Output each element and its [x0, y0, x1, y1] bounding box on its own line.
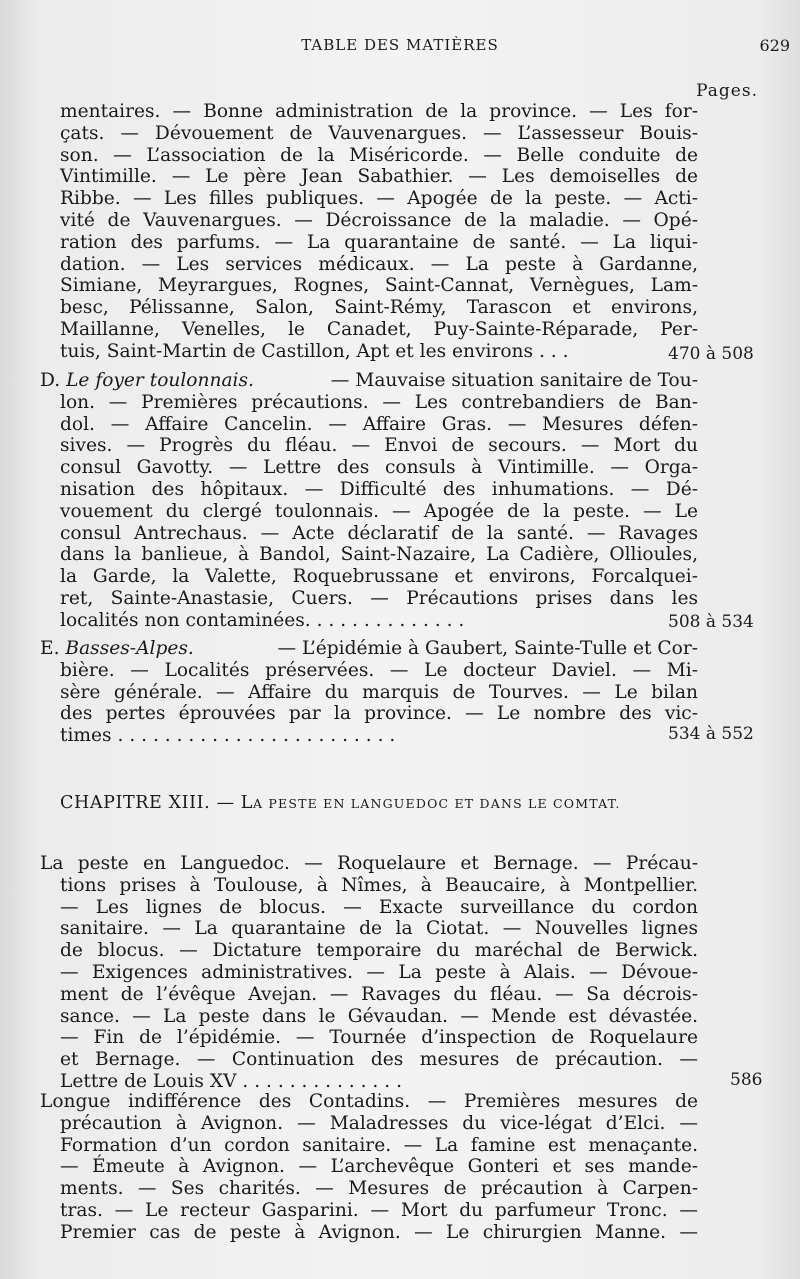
toc-line: çats. — Dévouement de Vauvenargues. — L’assesseur Bouis- — [60, 122, 698, 144]
toc-line: dans la banlieue, à Bandol, Saint-Nazaire, La Cadière, Ollioules, — [60, 544, 698, 566]
toc-line: la Garde, la Valette, Roquebrussane et environs, Forcalquei- — [60, 566, 698, 588]
toc-line: Vintimille. — Le père Jean Sabathier. — Les demoiselles de — [60, 166, 698, 188]
toc-line: Lettre de Louis XV . . . . . . . . . . . . . . — [60, 1070, 402, 1092]
toc-line: ration des parfums. — La quarantaine de santé. — La liqui- — [60, 231, 698, 253]
toc-entry-basses-alpes — [40, 638, 698, 747]
toc-entry-provence-continued — [60, 101, 698, 363]
toc-line: et Bernage. — Continuation des mesures de précaution. — — [60, 1049, 698, 1071]
toc-line: dol. — Affaire Cancelin. — Affaire Gras. — Mesures défen- — [60, 413, 698, 435]
toc-line: times . . . . . . . . . . . . . . . . . . . . . . . . — [60, 725, 396, 747]
section-title: Le foyer toulonnais. — [66, 370, 254, 391]
toc-line: son. — L’association de la Miséricorde. — Belle conduite de — [60, 144, 698, 166]
toc-line: tions prises à Toulouse, à Nîmes, à Beaucaire, à Montpellier. — [60, 874, 698, 896]
section-text: — L’épidémie à Gaubert, Sainte-Tulle et Cor- — [277, 638, 698, 659]
toc-line: ret, Sainte-Anastasie, Cuers. — Précautions prises dans les — [60, 587, 698, 609]
toc-line: Maillanne, Venelles, le Canadet, Puy-Sainte-Réparade, Per- — [60, 318, 698, 340]
toc-line: Ribbe. — Les filles publiques. — Apogée de la peste. — Acti- — [60, 188, 698, 210]
toc-line: Premier cas de peste à Avignon. — Le chirurgien Manne. — — [60, 1221, 698, 1243]
toc-line: — Les lignes de blocus. — Exacte surveillance du cordon — [60, 896, 698, 918]
toc-line: sère générale. — Affaire du marquis de Tourves. — Le bilan — [60, 681, 698, 703]
chapter-title: A PESTE EN LANGUEDOC ET DANS LE COMTAT. — [252, 796, 621, 811]
toc-line: consul Antrechaus. — Acte déclaratif de la santé. — Ravages — [60, 522, 698, 544]
toc-line: mentaires. — Bonne administration de la province. — Les for- — [60, 101, 698, 122]
toc-line: consul Gavotty. — Lettre des consuls à Vintimille. — Orga- — [60, 457, 698, 479]
toc-line — [40, 638, 698, 660]
toc-line: dation. — Les services médicaux. — La peste à Gardanne, — [60, 253, 698, 275]
toc-line: vouement du clergé toulonnais. — Apogée de la peste. — Le — [60, 500, 698, 522]
toc-line — [40, 370, 698, 392]
toc-line: besc, Pélissanne, Salon, Saint-Rémy, Tarascon et environs, — [60, 297, 698, 319]
toc-line: ment de l’évêque Avejan. — Ravages du fléau. — Sa décrois- — [60, 983, 698, 1005]
toc-entry-languedoc — [40, 853, 698, 1093]
toc-line: tuis, Saint-Martin de Castillon, Apt et les environs . . . — [60, 340, 569, 362]
chapter-label: CHAPITRE XIII. — L — [60, 793, 253, 813]
toc-line: — Exigences administratives. — La peste à Alais. — Dévoue- — [60, 961, 698, 983]
toc-line: — Émeute à Avignon. — L’archevêque Gonteri et ses mande- — [60, 1156, 698, 1178]
toc-line: nisation des hôpitaux. — Difficulté des inhumations. — Dé- — [60, 478, 698, 500]
toc-line: bière. — Localités préservées. — Le docteur Daviel. — Mi- — [60, 659, 698, 681]
page-number: 629 — [759, 36, 790, 55]
toc-line: sives. — Progrès du fléau. — Envoi de secours. — Mort du — [60, 435, 698, 457]
toc-line: — Fin de l’épidémie. — Tournée d’inspection de Roquelaure — [60, 1027, 698, 1049]
toc-line: sance. — La peste dans le Gévaudan. — Mende est dévastée. — [60, 1005, 698, 1027]
toc-entry-foyer-toulonnais — [40, 370, 698, 632]
running-header-title: TABLE DES MATIÈRES — [301, 36, 499, 54]
toc-line: précaution à Avignon. — Maladresses du vice-légat d’Elci. — — [60, 1112, 698, 1134]
section-text: — Mauvaise situation sanitaire de Tou- — [330, 370, 698, 391]
toc-line: La peste en Languedoc. — Roquelaure et Bernage. — Précau- — [40, 853, 698, 874]
section-letter: E. — [40, 638, 60, 659]
toc-line: des pertes éprouvées par la province. — Le nombre des vic- — [60, 703, 698, 725]
toc-line: vité de Vauvenargues. — Décroissance de la maladie. — Opé- — [60, 209, 698, 231]
chapter-heading — [60, 793, 750, 813]
toc-line: sanitaire. — La quarantaine de la Ciotat. — Nouvelles lignes — [60, 918, 698, 940]
toc-entry-contadins — [40, 1091, 698, 1244]
toc-line: Longue indifférence des Contadins. — Premières mesures de — [40, 1091, 698, 1112]
page-range: 508 à 534 — [668, 612, 754, 632]
section-title: Basses-Alpes. — [65, 638, 194, 659]
page-range: 586 — [730, 1070, 763, 1090]
page-range: 470 à 508 — [668, 344, 754, 364]
toc-line: Formation d’un cordon sanitaire. — La famine est menaçante. — [60, 1134, 698, 1156]
toc-line: ments. — Ses charités. — Mesures de précaution à Carpen- — [60, 1178, 698, 1200]
toc-line: lon. — Premières précautions. — Les contrebandiers de Ban- — [60, 391, 698, 413]
toc-line: de blocus. — Dictature temporaire du maréchal de Berwick. — [60, 940, 698, 962]
toc-line: localités non contaminées. . . . . . . . . . . . . . — [60, 609, 465, 631]
pages-column-label: Pages. — [696, 81, 758, 101]
toc-line: tras. — Le recteur Gasparini. — Mort du parfumeur Tronc. — — [60, 1199, 698, 1221]
section-letter: D. — [40, 370, 61, 391]
page-range: 534 à 552 — [668, 724, 754, 744]
toc-line: Simiane, Meyrargues, Rognes, Saint-Cannat, Vernègues, Lam- — [60, 275, 698, 297]
